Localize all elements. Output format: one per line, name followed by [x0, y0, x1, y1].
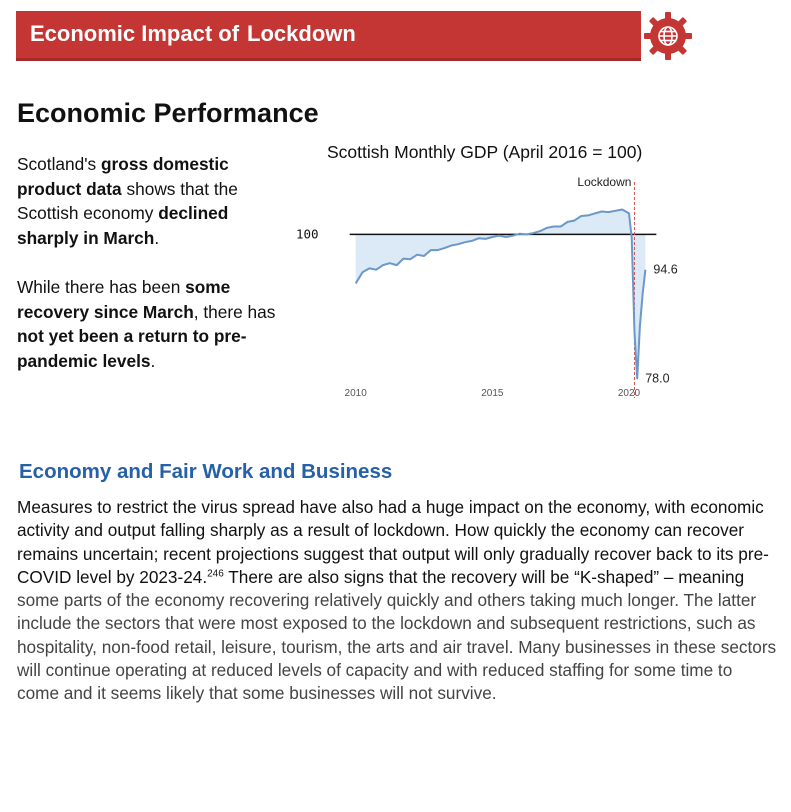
- header-banner: [16, 11, 641, 61]
- intro-text-run: , there has: [193, 301, 276, 322]
- intro-paragraph-2: [17, 275, 279, 373]
- body-paragraph: [17, 496, 777, 706]
- gdp-line-chart: [290, 170, 690, 410]
- intro-bold-run: not yet been a return to pre-pandemic levels: [17, 326, 247, 371]
- chart-title: Scottish Monthly GDP (April 2016 = 100): [327, 142, 643, 162]
- intro-text-run: Scotland's: [17, 154, 101, 174]
- intro-bold-run: declined sharply in March: [17, 203, 229, 248]
- intro-text-run: .: [154, 227, 160, 248]
- body-text-mid: There are also signs that the recovery will be “K-shaped” – meaning: [223, 566, 745, 587]
- reference-line-label: 100: [296, 226, 319, 242]
- intro-text-run: .: [150, 350, 156, 371]
- intro-paragraph-1: [17, 152, 279, 250]
- globe-gear-icon: [642, 10, 694, 62]
- banner-title: [30, 21, 356, 47]
- intro-bold-run: some recovery since March: [17, 277, 231, 322]
- banner-title-main: Economic Impact of: [30, 21, 240, 46]
- x-tick-label: 2020: [617, 388, 641, 399]
- x-tick-label: 2015: [481, 388, 504, 399]
- section-title: Economic Performance: [17, 98, 319, 128]
- footnote-ref: 246: [207, 568, 224, 580]
- body-text-dark: Measures to restrict the virus spread have also had a huge impact on the economy, with economic activity and output falling sharply as a result of lockdown. How quickly the economy can recover remains uncertain; recent projections suggest that output will only gradually recover back to its pre-COVID level by 2023-24.: [17, 497, 769, 587]
- body-text-grey: some parts of the economy recovering relatively quickly and others taking much longer. The latter include the sectors that were most exposed to the lockdown and subsequent restrictions, such as hospitality, non-food retail, leisure, tourism, the arts and air travel. Many businesses in these sectors will continue operating at reduced levels of capacity and with reduced staffing for some time to come and it seems likely that some businesses will not survive.: [17, 590, 777, 704]
- point-label: 94.6: [653, 262, 678, 277]
- intro-text: [17, 152, 279, 373]
- point-label: 78.0: [645, 371, 670, 386]
- x-tick-label: 2010: [344, 388, 367, 399]
- intro-text-run: While there has been: [17, 277, 186, 297]
- intro-text-run: shows that the Scottish economy: [17, 178, 238, 223]
- sub-heading: Economy and Fair Work and Business: [19, 460, 393, 483]
- intro-bold-run: gross domestic product data: [17, 154, 229, 199]
- lockdown-annotation: Lockdown: [577, 175, 632, 189]
- banner-title-sub: Lockdown: [247, 21, 356, 46]
